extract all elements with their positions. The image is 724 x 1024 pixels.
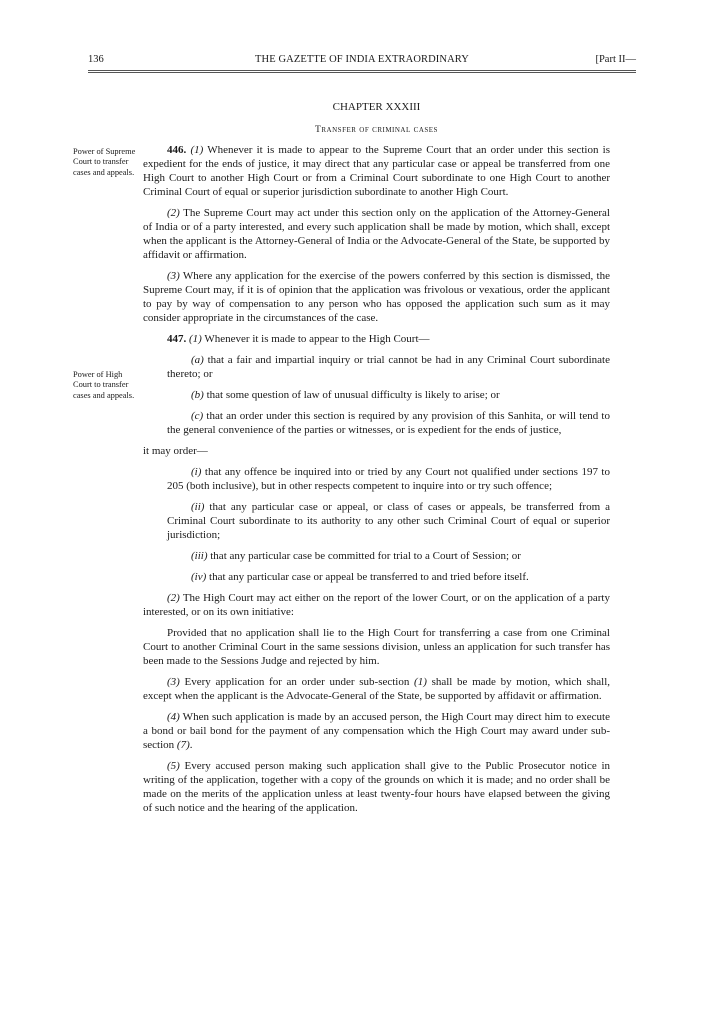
header-rule	[88, 70, 636, 73]
s447-may-order: it may order—	[143, 445, 208, 457]
s447-paragraph-3	[143, 675, 610, 703]
clause-num: (2)	[167, 207, 180, 219]
clause-num: (2)	[167, 592, 180, 604]
clause-text: that any offence be inquired into or tried by any Court not qualified under sections 197 to 205 (both inclusive), but in other respects competent to inquire into or try such offence;	[167, 466, 610, 492]
paragraph-text: When such application is made by an accused person, the High Court may direct him to execute a bond or bail bond for the payment of any compensation which the High Court may award under sub-section	[143, 711, 610, 751]
clause-num: (b)	[191, 389, 204, 401]
chapter-subtitle: Transfer of criminal cases	[315, 124, 438, 135]
margin-note-446: Power of Supreme Court to transfer cases and appeals.	[73, 147, 136, 177]
s447-clause-a	[143, 353, 610, 381]
document-body	[143, 143, 610, 822]
s447-proviso: Provided that no application shall lie to the High Court for transferring a case from one Criminal Court to another Criminal Court in the same sessions division, unless an application for such transfer has been made to the Sessions Judge and rejected by him.	[143, 627, 610, 667]
paragraph-text: The High Court may act either on the report of the lower Court, or on the application of a party interested, or on its own initiative:	[143, 592, 610, 618]
paragraph-text: Where any application for the exercise of the powers conferred by this section is dismissed, the Supreme Court may, if it is of opinion that the application was frivolous or vexatious, order the applicant to pay by way of compensation to any person who has opposed the application such sum as it may consider appropriate in the circumstances of the case.	[143, 270, 610, 324]
clause-text: that any particular case be committed for trial to a Court of Session; or	[207, 550, 521, 562]
clause-text: that any particular case or appeal be transferred to and tried before itself.	[206, 571, 529, 583]
clause-text: that an order under this section is required by any provision of this Sanhita, or will tend to the general convenience of the parties or witnesses, or is expedient for the ends of justice,	[167, 410, 610, 436]
clause-text: that any particular case or appeal, or class of cases or appeals, be transferred from a Criminal Court subordinate to its authority to any other such Criminal Court of equal or superior jurisdiction;	[167, 501, 610, 541]
clause-num: (ii)	[191, 501, 205, 513]
paragraph-text: Every accused person making such application shall give to the Public Prosecutor notice in writing of the application, together with a copy of the grounds on which it is made; and no order shall be made on the merits of the application unless at least twenty-four hours have elapsed between the giving of such notice and the hearing of the application.	[143, 760, 610, 814]
s447-paragraph-5	[143, 759, 610, 815]
clause-num: (iv)	[191, 571, 207, 583]
s447-paragraph-4	[143, 710, 610, 752]
s446-paragraph-2	[143, 206, 610, 262]
clause-num: (3)	[167, 676, 180, 688]
paragraph-text: shall be made by motion, which shall, except when the applicant is the Advocate-General of the State, be supported by affidavit or affirmation.	[143, 676, 610, 702]
clause-num: (c)	[191, 410, 204, 422]
sub-section-ref: (1)	[414, 676, 427, 688]
part-label: [Part II—	[595, 54, 636, 65]
margin-note-447: Power of High Court to transfer cases and appeals.	[73, 370, 135, 400]
paragraph-text: Whenever it is made to appear to the Supreme Court that an order under this section is expedient for the ends of justice, it may direct that any particular case or appeal be transferred from one High Court to another High Court or from a Criminal Court subordinate to one High Court to another Criminal Court of equal or superior jurisdiction subordinate to another High Court.	[143, 144, 611, 198]
paragraph-text: .	[189, 739, 193, 751]
clause-text: that some question of law of unusual difficulty is likely to arise; or	[203, 389, 500, 401]
s447-sub-clause-i	[143, 465, 610, 493]
s446-paragraph-1	[143, 143, 610, 199]
clause-num: (4)	[167, 711, 180, 723]
clause-text: that a fair and impartial inquiry or trial cannot be had in any Criminal Court subordinate thereto; or	[167, 354, 610, 380]
paragraph-text: Every application for an order under sub-section	[179, 676, 415, 688]
clause-num: (1)	[190, 144, 204, 156]
page-number: 136	[88, 54, 104, 65]
clause-num: (a)	[191, 354, 204, 366]
clause-num: (i)	[191, 466, 202, 478]
clause-num: (3)	[167, 270, 180, 282]
sub-section-ref: (7)	[176, 739, 190, 751]
clause-num: (iii)	[191, 550, 208, 562]
s447-sub-clause-iii	[143, 549, 610, 563]
s447-paragraph-1	[143, 332, 610, 346]
s447-sub-clause-ii	[143, 500, 610, 542]
chapter-title: CHAPTER XXXIII	[332, 101, 421, 113]
s446-paragraph-3	[143, 269, 610, 325]
s447-clause-c	[143, 409, 610, 437]
clause-num: (5)	[167, 760, 180, 772]
section-number: 446.	[167, 144, 187, 156]
paragraph-text: The Supreme Court may act under this section only on the application of the Attorney-General of India or of a party interested, and every such application shall be made by motion, which shall, except when the applicant is the Attorney-General of India or the Advocate-General of the State, be supported by affidavit or affirmation.	[143, 207, 610, 261]
clause-num: (1)	[189, 333, 202, 345]
s447-paragraph-2	[143, 591, 610, 619]
paragraph-text: Whenever it is made to appear to the High Court—	[201, 333, 430, 345]
s447-sub-clause-iv	[143, 570, 610, 584]
section-number: 447.	[167, 333, 187, 345]
gazette-title: THE GAZETTE OF INDIA EXTRAORDINARY	[255, 54, 469, 65]
s447-clause-b	[143, 388, 610, 402]
